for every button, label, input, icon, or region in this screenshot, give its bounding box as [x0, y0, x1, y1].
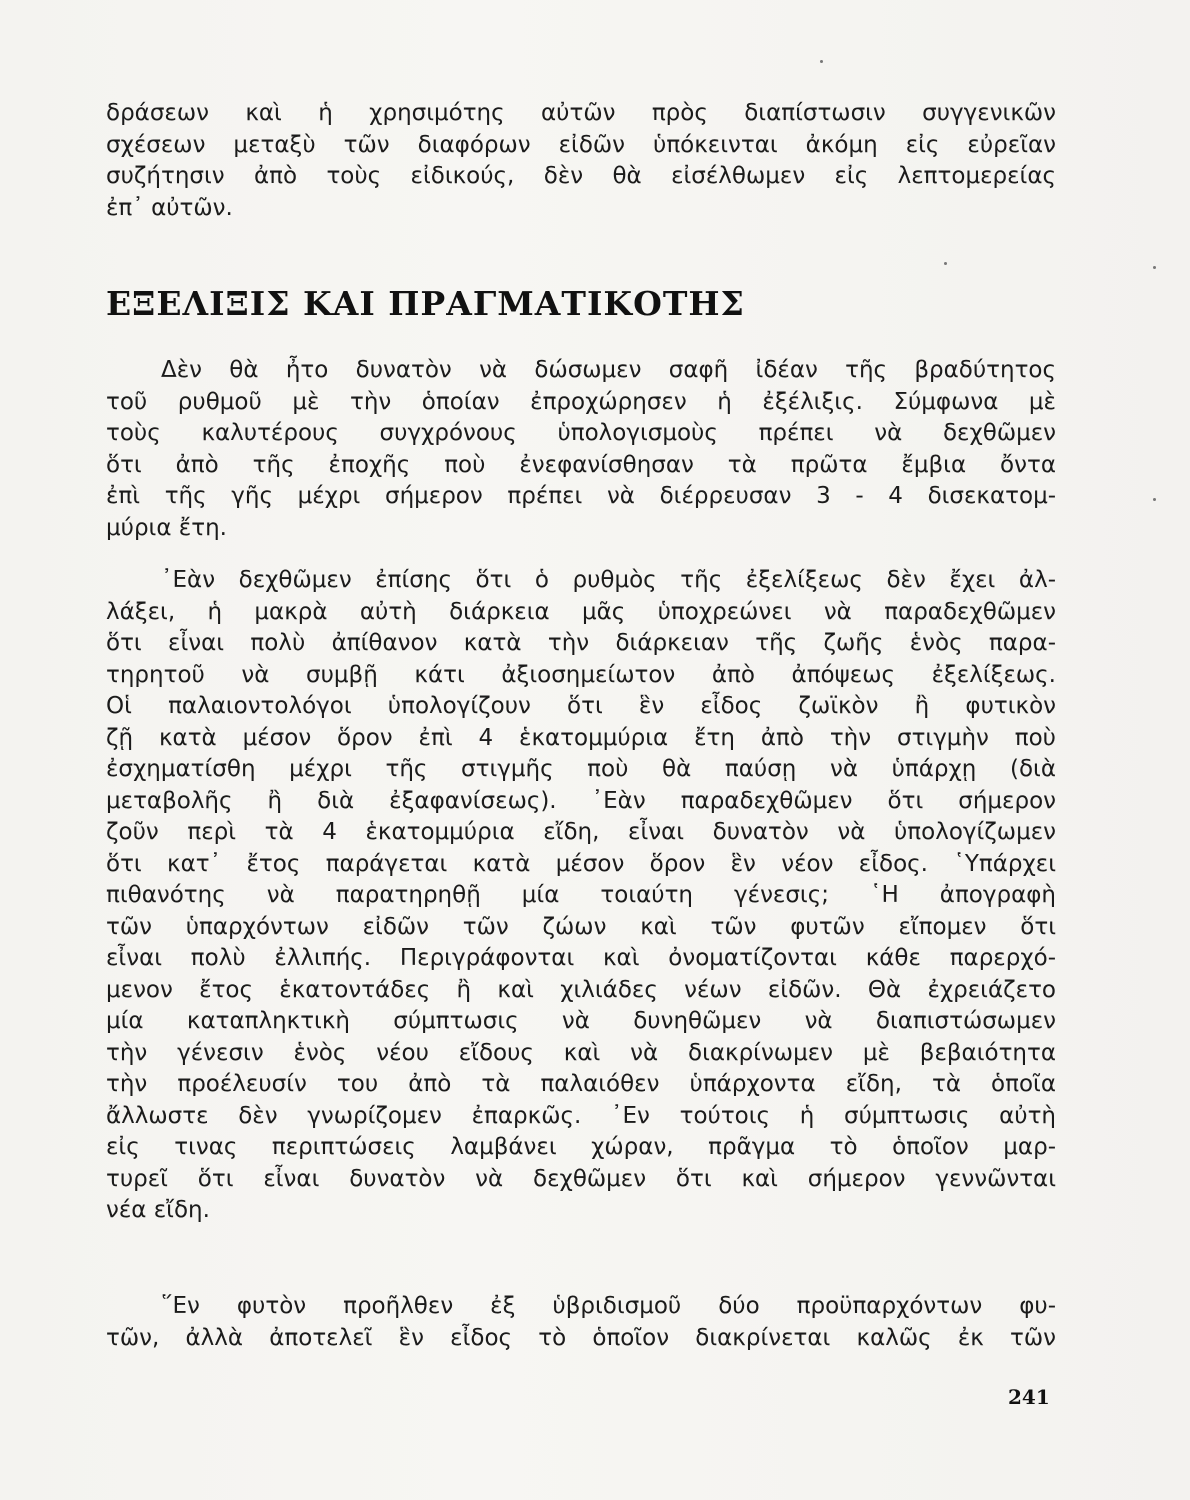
text-line: ζοῦν περὶ τὰ 4 ἑκατομμύρια εἴδη, εἶναι δυνατὸν νὰ ὑπολογίζωμεν [106, 819, 1056, 845]
text-line: μενον ἔτος ἑκατοντάδες ἢ καὶ χιλιάδες νέων εἰδῶν. Θὰ ἐχρειάζετο [106, 976, 1056, 1003]
text-line: Οἱ παλαιοντολόγοι ὑπολογίζουν ὅτι ἓν εἶδος ζωϊκὸν ἢ φυτικὸν [106, 693, 1056, 719]
text-line: Δὲν θὰ ἦτο δυνατὸν νὰ δώσωμεν σαφῆ ἰδέαν τῆς βραδύτητος [161, 357, 1056, 383]
text-line: νέα εἴδη. [106, 1197, 210, 1223]
text-line: ἐπὶ τῆς γῆς μέχρι σήμερον πρέπει νὰ διέρρευσαν 3 - 4 δισεκατομ- [106, 483, 1056, 509]
paragraph-1 [106, 355, 1056, 544]
text-line: τὴν γένεσιν ἑνὸς νέου εἴδους καὶ νὰ διακρίνωμεν μὲ βεβαιότητα [106, 1039, 1056, 1066]
text-line: τηρητοῦ νὰ συμβῇ κάτι ἀξιοσημείωτον ἀπὸ ἀπόψεως ἐξελίξεως. [106, 661, 1056, 688]
text-line: τυρεῖ ὅτι εἶναι δυνατὸν νὰ δεχθῶμεν ὅτι καὶ σήμερον γεννῶνται [106, 1165, 1056, 1192]
text-line: τοὺς καλυτέρους συγχρόνους ὑπολογισμοὺς πρέπει νὰ δεχθῶμεν [106, 420, 1056, 446]
text-line: ἐσχηματίσθη μέχρι τῆς στιγμῆς ποὺ θὰ παύσῃ νὰ ὑπάρχῃ (διὰ [106, 756, 1056, 782]
text-line: ᾽Εὰν δεχθῶμεν ἐπίσης ὅτι ὁ ρυθμὸς τῆς ἐξελίξεως δὲν ἔχει ἀλ- [161, 567, 1056, 593]
paragraph-3 [106, 1291, 1056, 1354]
intro-paragraph [106, 98, 1056, 224]
text-line: λάξει, ἡ μακρὰ αὐτὴ διάρκεια μᾶς ὑποχρεώνει νὰ παραδεχθῶμεν [106, 598, 1056, 625]
text-line: μία καταπληκτικὴ σύμπτωσις νὰ δυνηθῶμεν νὰ διαπιστώσωμεν [106, 1008, 1056, 1034]
text-line: μεταβολῆς ἢ διὰ ἐξαφανίσεως). ᾽Εὰν παραδεχθῶμεν ὅτι σήμερον [106, 787, 1056, 814]
text-line: τὴν προέλευσίν του ἀπὸ τὰ παλαιόθεν ὑπάρχοντα εἴδη, τὰ ὁποῖα [106, 1071, 1056, 1097]
text-line: μύρια ἔτη. [106, 514, 227, 541]
text-line: πιθανότης νὰ παρατηρηθῇ μία τοιαύτη γένεσις; ῾Η ἀπογραφὴ [106, 882, 1056, 908]
text-line: ῞Εν φυτὸν προῆλθεν ἐξ ὑβριδισμοῦ δύο προϋπαρχόντων φυ- [161, 1293, 1056, 1319]
text-line: ὅτι κατ᾽ ἔτος παράγεται κατὰ μέσον ὅρον ἓν νέον εἶδος. ῾Υπάρχει [106, 850, 1056, 877]
scan-speck [1153, 498, 1156, 501]
text-line: σχέσεων μεταξὺ τῶν διαφόρων εἰδῶν ὑπόκεινται ἀκόμη εἰς εὐρεῖαν [106, 131, 1056, 158]
text-line: ἄλλωστε δὲν γνωρίζομεν ἐπαρκῶς. ᾽Εν τούτοις ἡ σύμπτωσις αὐτὴ [106, 1102, 1056, 1129]
text-line: ὅτι ἀπὸ τῆς ἐποχῆς ποὺ ἐνεφανίσθησαν τὰ πρῶτα ἔμβια ὄντα [106, 451, 1056, 478]
paragraph-2 [106, 565, 1056, 1227]
text-line: δράσεων καὶ ἡ χρησιμότης αὐτῶν πρὸς διαπίστωσιν συγγενικῶν [106, 100, 1056, 126]
text-line: ζῇ κατὰ μέσον ὅρον ἐπὶ 4 ἑκατομμύρια ἔτη ἀπὸ τὴν στιγμὴν ποὺ [106, 724, 1056, 751]
scan-speck [820, 60, 823, 63]
text-line: ἐπ᾽ αὐτῶν. [106, 194, 233, 221]
text-line: εἰς τινας περιπτώσεις λαμβάνει χώραν, πρᾶγμα τὸ ὁποῖον μαρ- [106, 1134, 1056, 1160]
text-line: τῶν, ἀλλὰ ἀποτελεῖ ἓν εἶδος τὸ ὁποῖον διακρίνεται καλῶς ἐκ τῶν [106, 1324, 1056, 1351]
page-number: 241 [1008, 1385, 1050, 1409]
text-line: τοῦ ρυθμοῦ μὲ τὴν ὁποίαν ἐπροχώρησεν ἡ ἐξέλιξις. Σύμφωνα μὲ [106, 388, 1056, 415]
scan-speck [944, 262, 947, 265]
text-line: τῶν ὑπαρχόντων εἰδῶν τῶν ζώων καὶ τῶν φυτῶν εἴπομεν ὅτι [106, 913, 1056, 940]
text-line: ὅτι εἶναι πολὺ ἀπίθανον κατὰ τὴν διάρκειαν τῆς ζωῆς ἑνὸς παρα- [106, 630, 1056, 656]
section-heading: ΕΞΕΛΙΞΙΣ ΚΑΙ ΠΡΑΓΜΑΤΙΚΟΤΗΣ [106, 284, 745, 323]
scan-speck [1153, 266, 1156, 269]
text-line: εἶναι πολὺ ἐλλιπής. Περιγράφονται καὶ ὀνοματίζονται κάθε παρερχό- [106, 945, 1056, 971]
text-line: συζήτησιν ἀπὸ τοὺς εἰδικούς, δὲν θὰ εἰσέλθωμεν εἰς λεπτομερείας [106, 163, 1056, 189]
